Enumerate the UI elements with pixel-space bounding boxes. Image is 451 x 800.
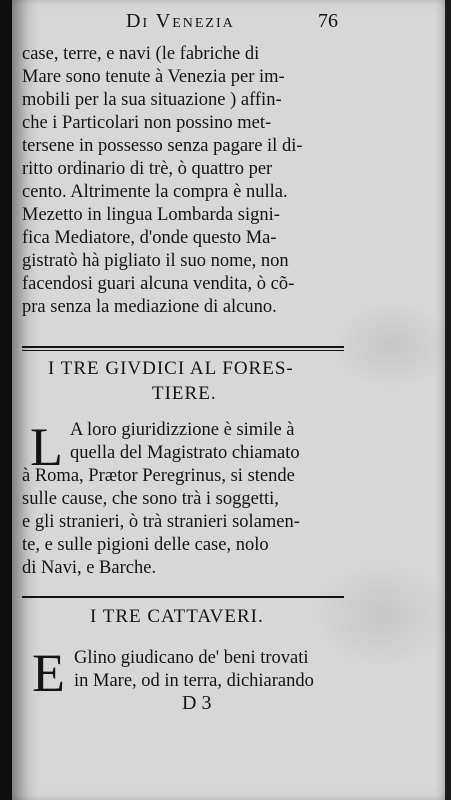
text-line: fica Mediatore, d'onde questo Ma- (22, 228, 277, 248)
drop-cap: L (30, 417, 63, 477)
text-line: Mare sono tenute à Venezia per im- (22, 67, 285, 87)
text-line: pra senza la mediazione di alcuno. (22, 297, 277, 317)
text-line: cento. Altrimente la compra è nulla. (22, 182, 288, 202)
text-line: Glino giudicano de' beni trovati (74, 648, 309, 668)
running-title: Di Venezia (126, 10, 235, 32)
text-line: mobili per la sua situazione ) affin- (22, 90, 282, 110)
section-heading-continued: TIERE. (152, 383, 217, 404)
section-divider-thin (22, 350, 344, 351)
signature-mark: D 3 (182, 692, 212, 714)
text-line: facendosi guari alcuna vendita, ò cõ- (22, 274, 295, 294)
text-line: case, terre, e navi (le fabriche di (22, 44, 260, 64)
paper-stain (312, 560, 445, 670)
page-number: 76 (318, 10, 338, 32)
text-line: che i Particolari non possino met- (22, 113, 272, 133)
text-line: e gli stranieri, ò trà stranieri solamen- (22, 512, 300, 532)
text-line: te, e sulle pigioni delle case, nolo (22, 535, 269, 555)
text-line: ritto ordinario di trè, ò quattro per (22, 159, 273, 179)
text-line: in Mare, od in terra, dichiarando (74, 671, 314, 691)
section-divider (22, 596, 344, 598)
text-line: Mezetto in lingua Lombarda signi- (22, 205, 280, 225)
section-divider (22, 346, 344, 348)
book-gutter (0, 0, 12, 800)
text-line: tersene in possesso senza pagare il di- (22, 136, 303, 156)
text-line: di Navi, e Barche. (22, 558, 157, 578)
running-head (22, 10, 422, 36)
section-heading: I TRE GIVDICI AL FORES- (48, 358, 294, 379)
section-heading: I TRE CATTAVERI. (90, 606, 264, 627)
paper-stain (332, 300, 445, 390)
text-line: sulle cause, che sono trà i soggetti, (22, 489, 279, 509)
drop-cap: E (32, 643, 65, 703)
text-line: A loro giuridizzione è simile à (70, 420, 295, 440)
text-line: quella del Magistrato chiamato (70, 443, 300, 463)
text-line: gistratò hà pigliato il suo nome, non (22, 251, 289, 271)
text-line: à Roma, Prætor Peregrinus, si stende (22, 466, 295, 486)
